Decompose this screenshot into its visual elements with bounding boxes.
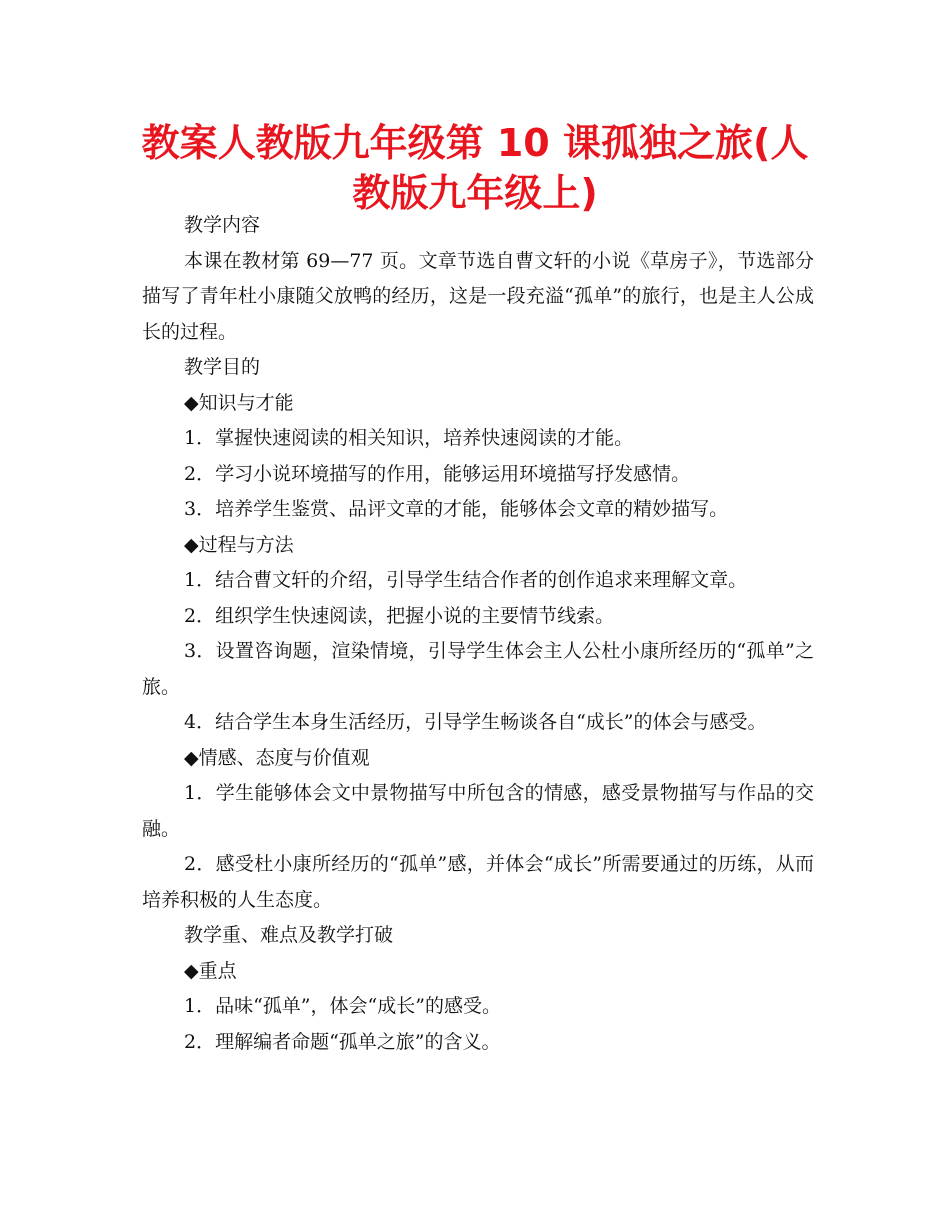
list-item: 1．学生能够体会文中景物描写中所包含的情感，感受景物描写与作品的交融。 xyxy=(142,782,814,840)
subheading-focus: ◆重点 xyxy=(184,959,237,982)
list-item: 2．组织学生快速阅读，把握小说的主要情节线索。 xyxy=(184,604,615,627)
list-item: 3．培养学生鉴赏、品评文章的才能，能够体会文章的精妙描写。 xyxy=(184,498,729,520)
section-heading-content: 教学内容 xyxy=(184,214,261,236)
list-item: 1．结合曹文轩的介绍，引导学生结合作者的创作追求来理解文章。 xyxy=(184,569,748,591)
list-item: 2．理解编者命题“孤单之旅”的含义。 xyxy=(184,1030,501,1053)
subheading-knowledge: ◆知识与才能 xyxy=(184,391,294,414)
list-item: 4．结合学生本身生活经历，引导学生畅谈各自“成长”的体会与感受。 xyxy=(184,711,767,733)
paragraph-intro: 本课在教材第 69—77 页。文章节选自曹文轩的小说《草房子》，节选部分描写了青年杜小康随父放鸭的经历，这是一段充溢“孤单”的旅行，也是主人公成长的过程。 xyxy=(142,249,814,343)
list-item: 2．学习小说环境描写的作用，能够运用环境描写抒发感情。 xyxy=(184,462,691,485)
list-item: 1．掌握快速阅读的相关知识，培养快速阅读的才能。 xyxy=(184,427,634,449)
list-item: 3．设置咨询题，渲染情境，引导学生体会主人公杜小康所经历的“孤单”之旅。 xyxy=(142,640,814,698)
list-item: 2．感受杜小康所经历的“孤单”感，并体会“成长”所需要通过的历练，从而培养积极的人生态度。 xyxy=(142,853,814,911)
document-body xyxy=(142,208,814,1060)
list-item: 1．品味“孤单”，体会“成长”的感受。 xyxy=(184,995,501,1017)
section-heading-keypoints: 教学重、难点及教学打破 xyxy=(184,924,394,946)
subheading-process: ◆过程与方法 xyxy=(184,533,294,556)
subheading-values: ◆情感、态度与价值观 xyxy=(184,746,370,769)
section-heading-goals: 教学目的 xyxy=(184,356,261,378)
document-title: 教案人教版九年级第 10 课孤独之旅(人教版九年级上) xyxy=(141,121,809,215)
